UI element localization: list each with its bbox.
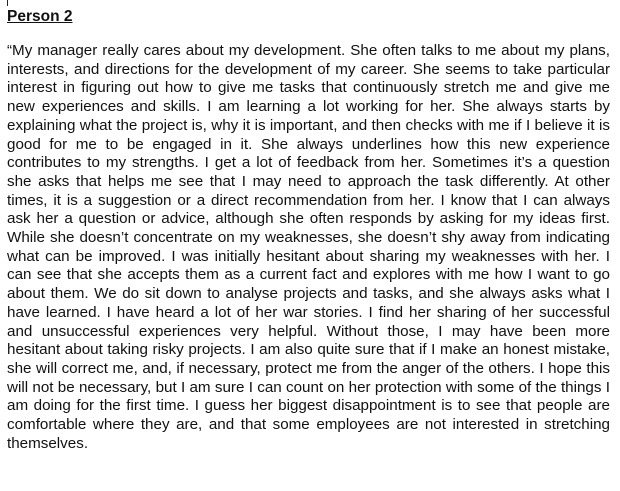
document-paragraph: “My manager really cares about my development. She often talks to me about my plans, interests, and directions for the development of my career. She seems to take particular interest in figuring out how to give me tasks that continuously stretch me and give me new experiences and skills. I am learning a lot working for her. She always starts by explaining what the project is, why it is important, and then checks with me if I believe it is good for me to be engaged in it. She always underlines how this new experience contributes to my strengths. I get a lot of feedback from her. Sometimes it’s a question she asks that helps me see that I may need to approach the task differently. At other times, it is a suggestion or a direct recommendation from her. I know that I can always ask her a question or advice, although she often responds by asking for my ideas first. While she doesn’t concentrate on my weaknesses, she doesn’t shy away from indicating what can be improved. I was initially hesitant about sharing my weaknesses with her. I can see that she accepts them as a current fact and explores with me how I want to go about them. We do sit down to analyse projects and tasks, and she always asks what I have learned. I have heard a lot of her war stories. I find her sharing of her successful and unsuccessful experiences very helpful. Without those, I may have been more hesitant about taking risky projects. I am also quite sure that if I make an honest mistake, she will correct me, and, if necessary, protect me from the anger of the others. I hope this will not be necessary, but I am sure I can count on her protection with some of the things I am doing for the first time. I guess her biggest disappointment is to see that people are comfortable where they are, and that some employees are not interested in stretching themselves. [7,42,610,452]
text-cursor-mark [7,0,8,6]
document-heading: Person 2 [7,8,73,25]
